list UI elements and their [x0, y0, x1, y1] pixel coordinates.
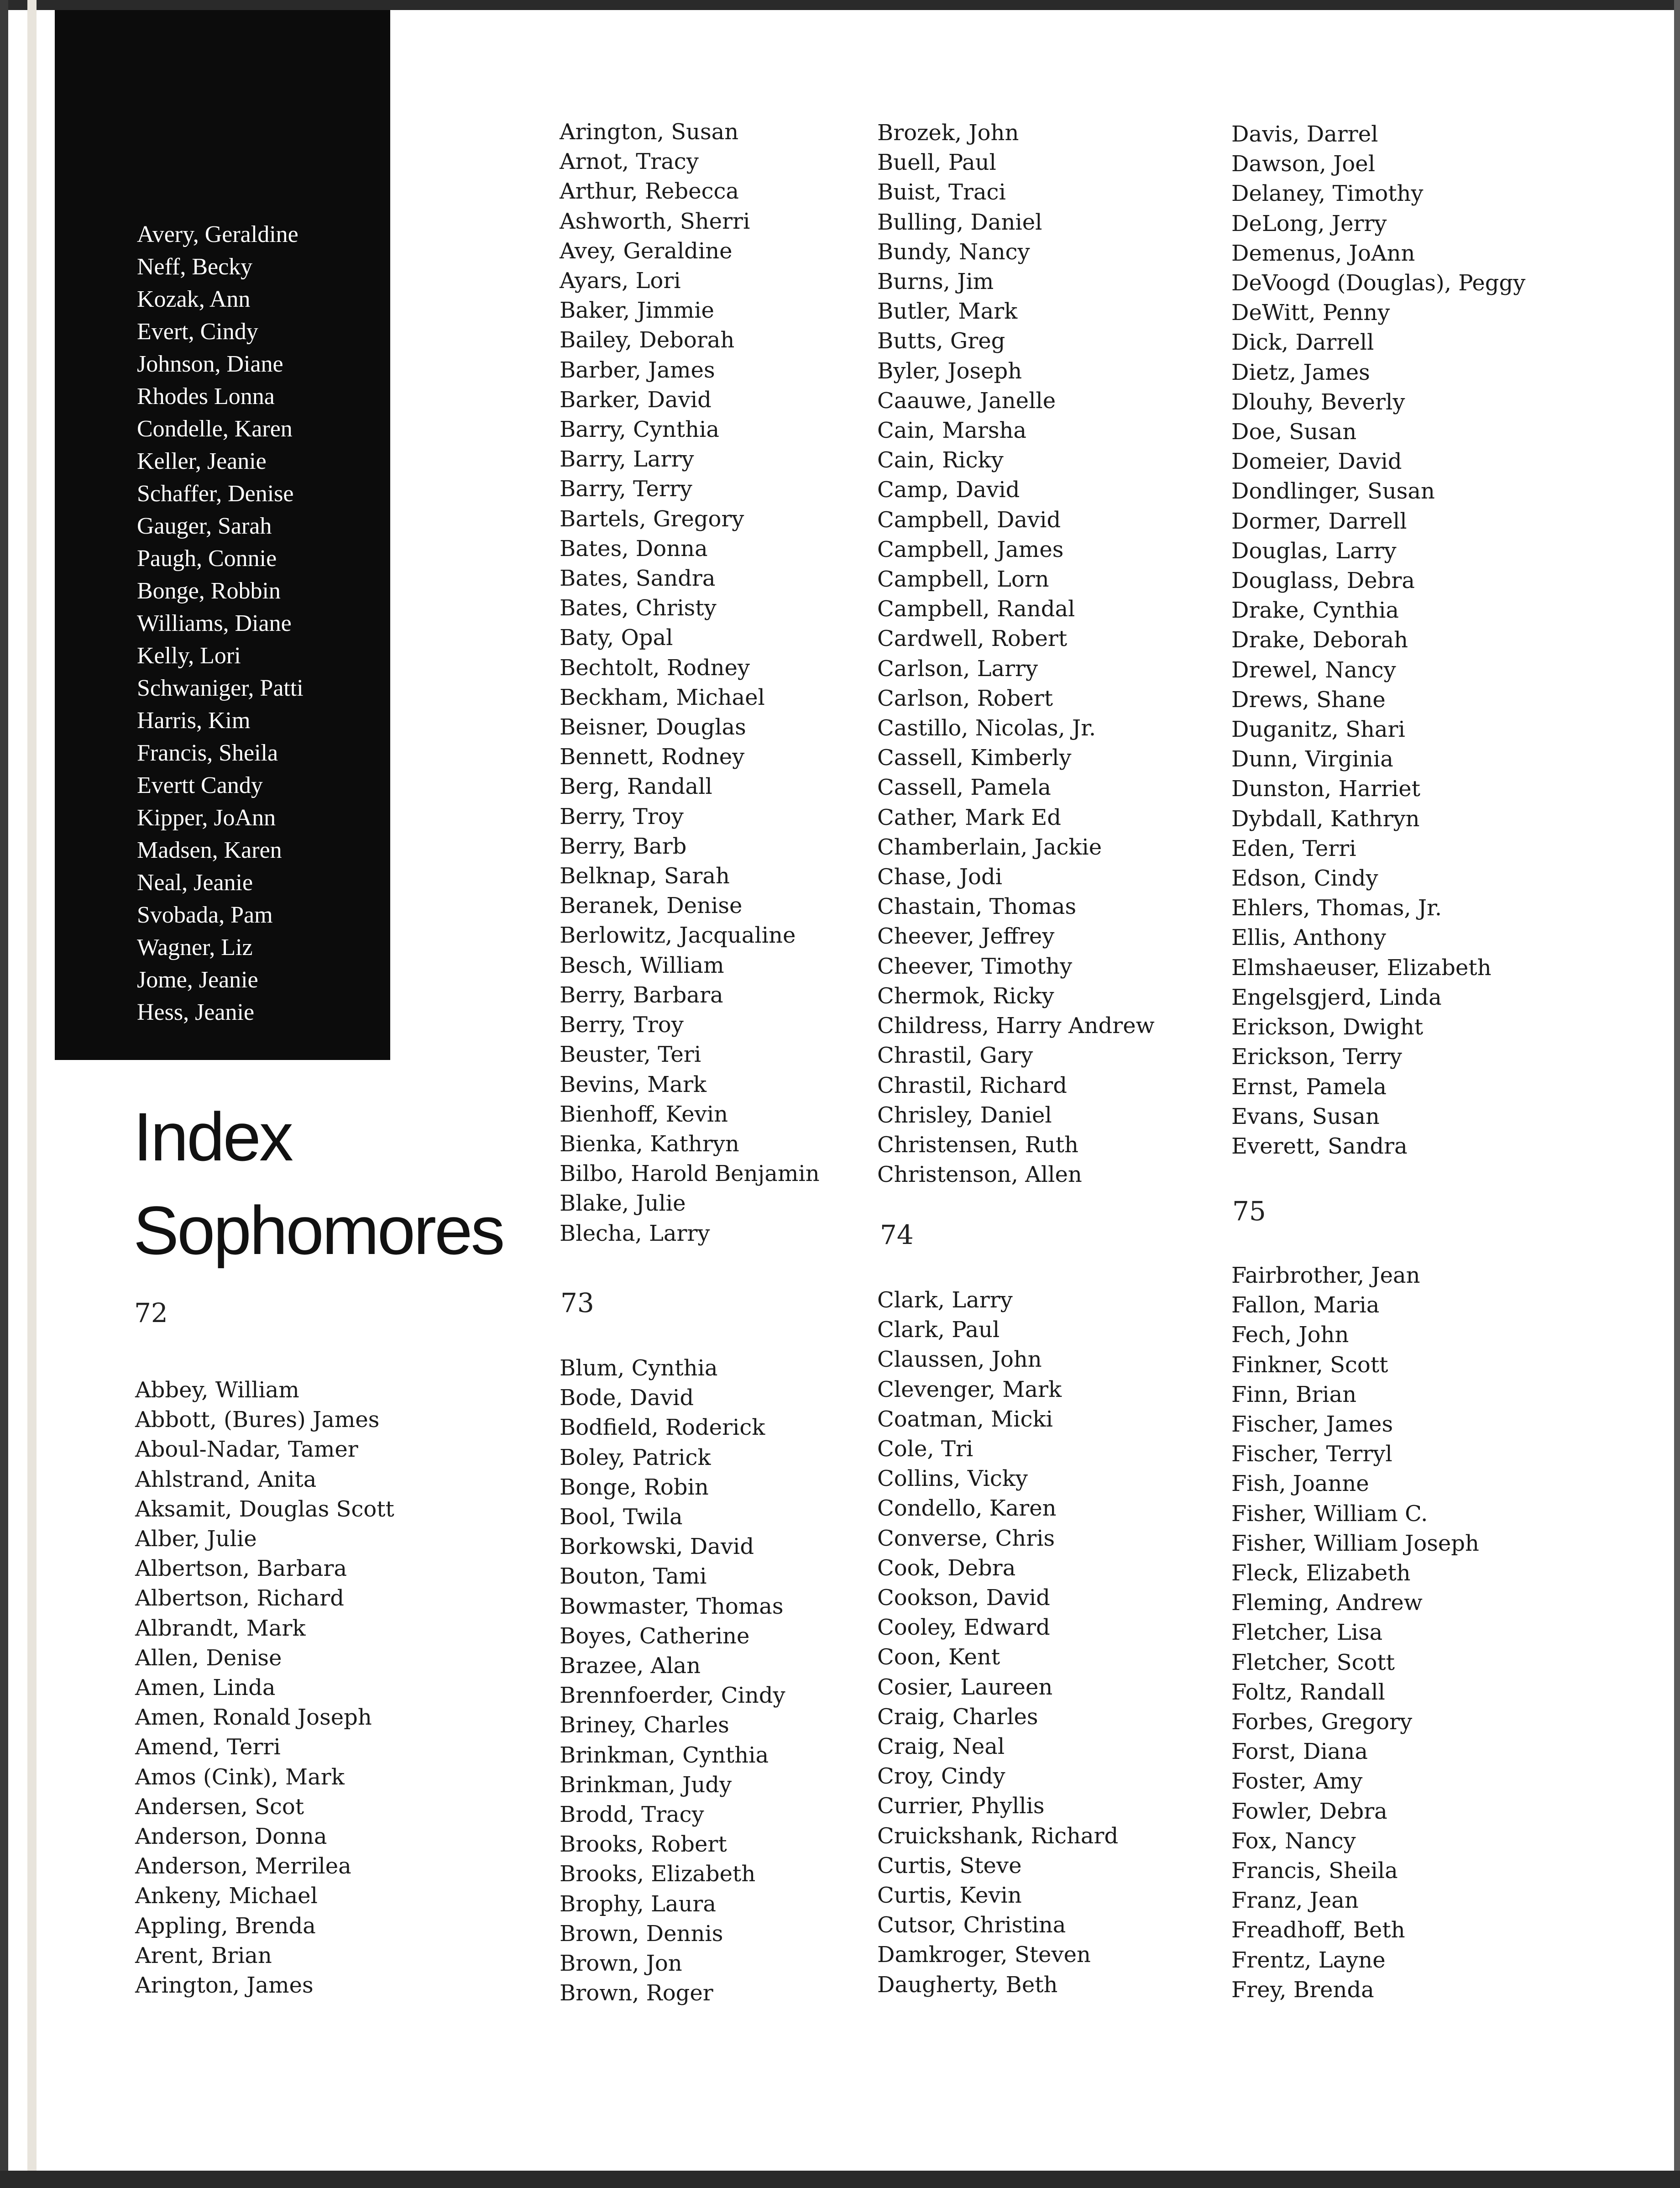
index-entry: Ayars, Lori — [560, 268, 681, 294]
index-entry: Fletcher, Scott — [1231, 1649, 1395, 1675]
index-entry: Bienka, Kathryn — [560, 1131, 739, 1157]
index-entry: Byler, Joseph — [877, 358, 1022, 384]
index-entry: Bennett, Rodney — [560, 744, 745, 770]
index-entry: Barber, James — [560, 357, 715, 383]
index-entry: Brown, Dennis — [560, 1920, 723, 1947]
index-entry: Cosier, Laureen — [877, 1674, 1053, 1700]
index-entry: Dybdall, Kathryn — [1231, 806, 1420, 832]
index-entry: Belknap, Sarah — [560, 863, 730, 889]
index-entry: Brophy, Laura — [560, 1891, 716, 1917]
page-gutter — [27, 0, 37, 2188]
index-entry: Dawson, Joel — [1231, 151, 1376, 177]
index-entry: Madsen, Karen — [137, 837, 282, 863]
page-number-74: 74 — [880, 1219, 914, 1250]
index-entry: Brown, Roger — [560, 1980, 713, 2006]
index-entry: Briney, Charles — [560, 1712, 729, 1738]
index-entry: Clark, Larry — [877, 1287, 1013, 1313]
index-entry: Drews, Shane — [1231, 687, 1386, 713]
index-entry: Christenson, Allen — [877, 1162, 1082, 1188]
index-entry: Douglass, Debra — [1231, 568, 1415, 594]
index-entry: Damkroger, Steven — [877, 1942, 1091, 1968]
index-entry: DeVoogd (Douglas), Peggy — [1231, 270, 1526, 296]
index-entry: Brinkman, Cynthia — [560, 1742, 769, 1768]
index-entry: Coatman, Micki — [877, 1406, 1053, 1432]
name-list-col2-top — [560, 117, 820, 1249]
index-entry: Amos (Cink), Mark — [135, 1764, 345, 1790]
index-entry: Beisner, Douglas — [560, 714, 746, 740]
index-entry: Campbell, James — [877, 536, 1064, 562]
index-entry: Chase, Jodi — [877, 864, 1003, 890]
name-list-col4-top — [1231, 120, 1525, 1161]
index-entry: Bouton, Tami — [560, 1564, 707, 1590]
index-entry: Croy, Cindy — [877, 1763, 1005, 1789]
index-entry: Erickson, Terry — [1231, 1044, 1402, 1070]
index-entry: Wagner, Liz — [137, 934, 253, 960]
index-entry: Buist, Traci — [877, 179, 1006, 205]
index-entry: Cassell, Kimberly — [877, 745, 1072, 771]
index-entry: Curtis, Kevin — [877, 1883, 1022, 1909]
index-entry: Berlowitz, Jacqualine — [560, 923, 796, 949]
index-entry: Demenus, JoAnn — [1231, 240, 1415, 266]
index-entry: Ernst, Pamela — [1231, 1074, 1387, 1100]
index-entry: Ashworth, Sherri — [560, 208, 750, 234]
index-entry: Bienhoff, Kevin — [560, 1101, 728, 1127]
index-entry: Johnson, Diane — [137, 351, 283, 377]
index-entry: Hess, Jeanie — [137, 999, 255, 1025]
index-entry: Berry, Barbara — [560, 982, 723, 1008]
index-entry: Bonge, Robbin — [137, 578, 281, 604]
index-entry: Barry, Larry — [560, 446, 694, 472]
index-entry: Baty, Opal — [560, 625, 673, 651]
index-entry: DeWitt, Penny — [1231, 300, 1390, 326]
index-entry: Williams, Diane — [137, 610, 292, 636]
index-entry: Currier, Phyllis — [877, 1793, 1045, 1819]
page-edge-top — [0, 0, 1680, 10]
index-entry: Bowmaster, Thomas — [560, 1593, 784, 1619]
index-entry: Arnot, Tracy — [560, 149, 699, 175]
index-entry: Bulling, Daniel — [877, 209, 1042, 235]
index-entry: Albrandt, Mark — [135, 1615, 306, 1641]
index-entry: Cheever, Jeffrey — [877, 923, 1055, 950]
index-title: Index — [133, 1098, 292, 1175]
index-entry: Cole, Tri — [877, 1436, 973, 1462]
index-entry: Fleck, Elizabeth — [1231, 1560, 1411, 1586]
index-entry: Albertson, Barbara — [135, 1556, 347, 1582]
index-entry: Bechtolt, Rodney — [560, 655, 750, 681]
index-entry: Chrisley, Daniel — [877, 1102, 1052, 1128]
index-entry: Dunston, Harriet — [1231, 776, 1420, 802]
index-entry: Ehlers, Thomas, Jr. — [1231, 895, 1442, 921]
index-entry: Besch, William — [560, 952, 724, 978]
index-entry: Brazee, Alan — [560, 1653, 701, 1679]
index-entry: Appling, Brenda — [135, 1913, 316, 1939]
index-entry: Aboul-Nadar, Tamer — [135, 1437, 358, 1463]
index-entry: Brooks, Robert — [560, 1831, 727, 1857]
index-entry: Butts, Greg — [877, 328, 1005, 354]
index-entry: Brozek, John — [877, 120, 1019, 146]
index-entry: Chrastil, Gary — [877, 1043, 1033, 1069]
index-entry: Berry, Troy — [560, 1012, 684, 1038]
index-entry: Cardwell, Robert — [877, 626, 1068, 652]
index-entry: Cather, Mark Ed — [877, 804, 1061, 830]
index-entry: Clark, Paul — [877, 1317, 1000, 1343]
index-entry: Neal, Jeanie — [137, 870, 253, 896]
index-entry: Rhodes Lonna — [137, 383, 275, 409]
index-entry: Avey, Geraldine — [560, 238, 733, 264]
index-entry: Eden, Terri — [1231, 835, 1356, 861]
index-entry: Abbey, William — [135, 1377, 299, 1403]
index-entry: Bode, David — [560, 1385, 694, 1411]
index-entry: Svobada, Pam — [137, 902, 273, 928]
index-entry: Berry, Barb — [560, 833, 687, 859]
index-entry: Beckham, Michael — [560, 684, 765, 710]
index-entry: Fech, John — [1231, 1322, 1349, 1348]
index-entry: DeLong, Jerry — [1231, 210, 1387, 236]
index-entry: Condello, Karen — [877, 1495, 1057, 1522]
index-entry: Albertson, Richard — [135, 1585, 344, 1611]
index-entry: Craig, Neal — [877, 1734, 1005, 1760]
index-entry: Condelle, Karen — [137, 416, 293, 442]
page-edge-left — [0, 0, 8, 2188]
index-entry: Fish, Joanne — [1231, 1471, 1369, 1497]
page-number-73: 73 — [560, 1287, 594, 1318]
section-title: Sophomores — [133, 1192, 503, 1269]
index-entry: Bevins, Mark — [560, 1071, 707, 1097]
index-entry: Kipper, JoAnn — [137, 805, 276, 831]
index-entry: Beuster, Teri — [560, 1042, 701, 1068]
index-entry: Arthur, Rebecca — [560, 178, 739, 205]
index-entry: Blecha, Larry — [560, 1220, 710, 1246]
index-entry: Frey, Brenda — [1231, 1977, 1374, 2003]
index-entry: Bates, Sandra — [560, 566, 716, 592]
index-entry: Schaffer, Denise — [137, 481, 294, 507]
index-entry: Clevenger, Mark — [877, 1376, 1062, 1402]
page-number-75: 75 — [1232, 1196, 1266, 1227]
index-entry: Cain, Marsha — [877, 418, 1026, 444]
index-entry: Brinkman, Judy — [560, 1772, 732, 1798]
index-entry: Claussen, John — [877, 1347, 1042, 1373]
name-list-col3-top — [877, 118, 1155, 1190]
index-entry: Chastain, Thomas — [877, 894, 1077, 920]
index-entry: Campbell, Randal — [877, 596, 1075, 622]
index-entry: Franz, Jean — [1231, 1888, 1359, 1914]
index-entry: Keller, Jeanie — [137, 448, 267, 474]
index-entry: Campbell, David — [877, 507, 1061, 533]
index-entry: Caauwe, Janelle — [877, 388, 1056, 414]
index-entry: Camp, David — [877, 477, 1020, 503]
index-entry: Cruickshank, Richard — [877, 1823, 1119, 1849]
index-entry: Fischer, Terryl — [1231, 1441, 1392, 1467]
index-entry: Dondlinger, Susan — [1231, 478, 1435, 504]
index-entry: Foltz, Randall — [1231, 1679, 1385, 1705]
index-entry: Fischer, James — [1231, 1411, 1393, 1438]
index-entry: Fallon, Maria — [1231, 1292, 1380, 1318]
index-entry: Collins, Vicky — [877, 1466, 1028, 1492]
index-entry: Cooley, Edward — [877, 1615, 1050, 1641]
index-entry: Andersen, Scot — [135, 1794, 304, 1820]
index-entry: Freadhoff, Beth — [1231, 1917, 1405, 1943]
index-entry: Avery, Geraldine — [137, 221, 298, 247]
index-entry: Anderson, Donna — [135, 1824, 327, 1850]
index-entry: Boley, Patrick — [560, 1444, 711, 1470]
index-entry: Frentz, Layne — [1231, 1947, 1386, 1973]
index-entry: Craig, Charles — [877, 1704, 1038, 1730]
index-entry: Delaney, Timothy — [1231, 181, 1424, 207]
index-entry: Drewel, Nancy — [1231, 657, 1396, 683]
index-entry: Dlouhy, Beverly — [1231, 389, 1405, 415]
index-entry: Evans, Susan — [1231, 1103, 1380, 1129]
index-entry: Burns, Jim — [877, 269, 994, 295]
index-entry: Forbes, Gregory — [1231, 1709, 1413, 1735]
index-entry: Duganitz, Shari — [1231, 717, 1405, 743]
index-entry: Fletcher, Lisa — [1231, 1620, 1383, 1646]
page-edge-right — [1674, 0, 1680, 2188]
index-entry: Bonge, Robin — [560, 1474, 709, 1500]
index-entry: Alber, Julie — [135, 1526, 257, 1552]
index-entry: Neff, Becky — [137, 254, 253, 280]
page-number-72: 72 — [134, 1297, 168, 1328]
name-list-col1-bottom — [135, 1375, 394, 2000]
index-entry: Evert, Cindy — [137, 319, 258, 345]
index-entry: Boyes, Catherine — [560, 1623, 750, 1649]
index-entry: Schwaniger, Patti — [137, 675, 304, 701]
index-entry: Carlson, Robert — [877, 685, 1053, 711]
index-entry: Domeier, David — [1231, 449, 1402, 475]
name-list-col2-bottom — [560, 1354, 785, 2008]
sidebar-name-list — [137, 218, 304, 1028]
index-entry: Daugherty, Beth — [877, 1972, 1058, 1998]
index-entry: Blum, Cynthia — [560, 1355, 718, 1381]
index-entry: Brodd, Tracy — [560, 1802, 704, 1828]
index-entry: Fleming, Andrew — [1231, 1590, 1423, 1616]
index-entry: Dietz, James — [1231, 359, 1370, 385]
index-entry: Beranek, Denise — [560, 893, 743, 919]
index-entry: Carlson, Larry — [877, 656, 1038, 682]
index-entry: Amen, Linda — [135, 1675, 276, 1701]
index-entry: Baker, Jimmie — [560, 298, 714, 324]
index-entry: Kozak, Ann — [137, 286, 251, 312]
index-entry: Cain, Ricky — [877, 447, 1004, 473]
index-entry: Fisher, William Joseph — [1231, 1530, 1479, 1556]
index-entry: Bilbo, Harold Benjamin — [560, 1161, 820, 1187]
index-entry: Ankeny, Michael — [135, 1883, 318, 1909]
index-entry: Dormer, Darrell — [1231, 508, 1407, 534]
index-entry: Cook, Debra — [877, 1555, 1016, 1581]
index-entry: Arington, Susan — [560, 119, 739, 145]
index-entry: Chrastil, Richard — [877, 1072, 1067, 1098]
index-entry: Drake, Deborah — [1231, 627, 1408, 653]
index-entry: Bundy, Nancy — [877, 239, 1030, 265]
index-entry: Bool, Twila — [560, 1504, 683, 1530]
index-entry: Douglas, Larry — [1231, 538, 1397, 564]
index-entry: Berg, Randall — [560, 774, 712, 800]
index-entry: Finkner, Scott — [1231, 1352, 1388, 1378]
index-entry: Barker, David — [560, 387, 712, 413]
index-entry: Bodfield, Roderick — [560, 1415, 765, 1441]
index-entry: Cassell, Pamela — [877, 775, 1051, 801]
index-entry: Bates, Donna — [560, 535, 708, 561]
index-entry: Davis, Darrel — [1231, 121, 1378, 147]
index-entry: Buell, Paul — [877, 150, 996, 176]
index-entry: Cutsor, Christina — [877, 1912, 1066, 1938]
index-entry: Cookson, David — [877, 1585, 1050, 1611]
index-entry: Dunn, Virginia — [1231, 746, 1393, 772]
index-entry: Chermok, Ricky — [877, 983, 1054, 1009]
index-entry: Childress, Harry Andrew — [877, 1013, 1155, 1039]
name-list-col4-bottom — [1231, 1261, 1479, 2005]
index-entry: Butler, Mark — [877, 299, 1018, 325]
index-entry: Fisher, William C. — [1231, 1501, 1428, 1527]
index-entry: Christensen, Ruth — [877, 1132, 1078, 1158]
index-entry: Paugh, Connie — [137, 546, 277, 572]
index-entry: Amen, Ronald Joseph — [135, 1705, 372, 1731]
index-entry: Gauger, Sarah — [137, 513, 272, 539]
index-entry: Aksamit, Douglas Scott — [135, 1496, 394, 1522]
index-entry: Francis, Sheila — [1231, 1858, 1398, 1884]
index-entry: Doe, Susan — [1231, 419, 1357, 445]
index-entry: Fox, Nancy — [1231, 1828, 1356, 1854]
index-entry: Finn, Brian — [1231, 1381, 1357, 1407]
index-entry: Foster, Amy — [1231, 1768, 1363, 1794]
index-entry: Brennfoerder, Cindy — [560, 1683, 785, 1709]
index-entry: Blake, Julie — [560, 1191, 686, 1217]
index-entry: Barry, Cynthia — [560, 417, 719, 443]
index-entry: Fowler, Debra — [1231, 1798, 1387, 1824]
index-entry: Engelsgjerd, Linda — [1231, 984, 1442, 1010]
index-entry: Coon, Kent — [877, 1644, 1000, 1670]
index-entry: Arent, Brian — [135, 1942, 272, 1968]
index-entry: Fairbrother, Jean — [1231, 1263, 1420, 1288]
index-entry: Evertt Candy — [137, 772, 263, 798]
index-entry: Chamberlain, Jackie — [877, 834, 1102, 860]
index-entry: Francis, Sheila — [137, 740, 278, 766]
page-edge-bottom — [0, 2171, 1680, 2188]
index-entry: Edson, Cindy — [1231, 866, 1378, 892]
index-entry: Allen, Denise — [135, 1645, 282, 1671]
index-entry: Drake, Cynthia — [1231, 598, 1399, 624]
index-entry: Bates, Christy — [560, 595, 717, 621]
index-entry: Dick, Darrell — [1231, 330, 1374, 356]
index-entry: Curtis, Steve — [877, 1852, 1022, 1878]
index-entry: Brooks, Elizabeth — [560, 1861, 756, 1887]
index-entry: Elmshaeuser, Elizabeth — [1231, 955, 1492, 981]
index-entry: Campbell, Lorn — [877, 567, 1049, 593]
index-entry: Erickson, Dwight — [1231, 1014, 1424, 1040]
index-entry: Harris, Kim — [137, 708, 251, 734]
index-entry: Arington, James — [135, 1973, 314, 1999]
index-entry: Kelly, Lori — [137, 643, 241, 669]
index-entry: Borkowski, David — [560, 1534, 754, 1560]
index-entry: Bartels, Gregory — [560, 506, 744, 532]
index-entry: Ellis, Anthony — [1231, 925, 1386, 951]
index-entry: Ahlstrand, Anita — [135, 1466, 317, 1492]
index-entry: Jome, Jeanie — [137, 967, 258, 993]
index-entry: Bailey, Deborah — [560, 327, 735, 353]
index-entry: Amend, Terri — [135, 1734, 281, 1760]
index-entry: Castillo, Nicolas, Jr. — [877, 715, 1096, 741]
index-entry: Cheever, Timothy — [877, 953, 1073, 979]
index-entry: Brown, Jon — [560, 1951, 682, 1977]
index-entry: Converse, Chris — [877, 1525, 1055, 1551]
index-entry: Anderson, Merrilea — [135, 1853, 351, 1879]
index-entry: Forst, Diana — [1231, 1739, 1368, 1765]
index-entry: Berry, Troy — [560, 803, 684, 829]
index-entry: Everett, Sandra — [1231, 1133, 1408, 1159]
name-list-col3-bottom — [877, 1286, 1118, 2000]
index-entry: Barry, Terry — [560, 476, 692, 502]
index-entry: Abbott, (Bures) James — [135, 1407, 380, 1433]
